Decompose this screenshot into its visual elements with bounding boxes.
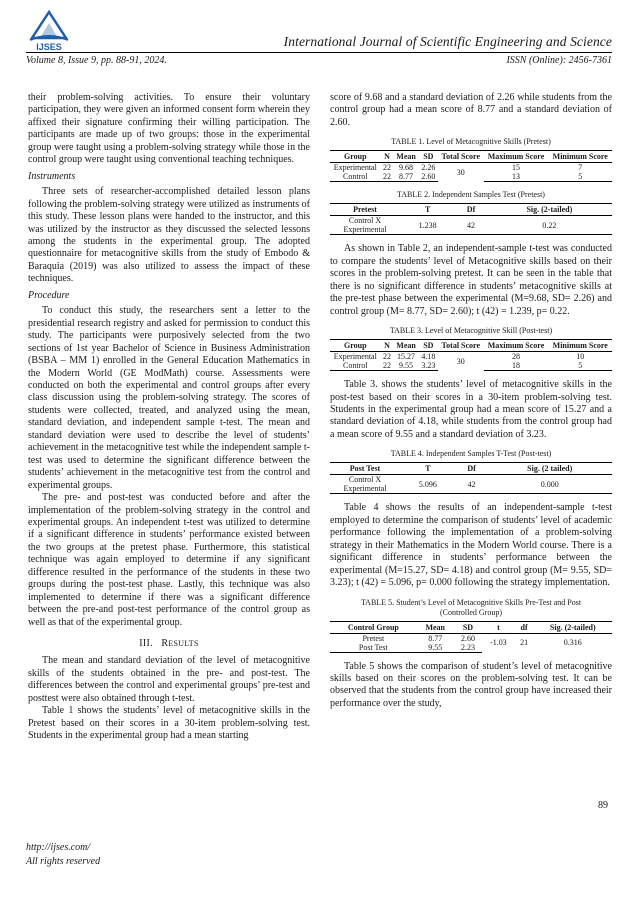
table-cell: 0.22 <box>487 216 612 235</box>
table-row <box>330 352 612 362</box>
subheading-procedure: Procedure <box>28 289 70 301</box>
table1-caption: TABLE 1. Level of Metacognitive Skills (Pretest) <box>391 137 551 147</box>
table-cell: 8.77 <box>393 172 418 182</box>
table-cell: 22 <box>382 352 391 362</box>
footer-url-link[interactable]: http://ijses.com/ <box>26 842 91 853</box>
table-cell: 42 <box>456 475 488 494</box>
volume-info: Volume 8, Issue 9, pp. 88-91, 2024. <box>26 55 167 66</box>
logo-text: IJSES <box>36 42 62 52</box>
table-header: Total Score <box>438 151 484 163</box>
section-heading-results <box>28 638 310 650</box>
table-cell: 2.60 <box>419 172 438 182</box>
table-header: SD <box>419 151 438 163</box>
table-cell: 8.77 <box>428 633 443 643</box>
table-header: Mean <box>393 340 418 352</box>
table-cell: 9.68 <box>399 163 414 173</box>
table-header: Control Group <box>330 621 417 633</box>
table-row <box>330 633 612 643</box>
table-header: T <box>400 204 455 216</box>
table-cell: 0.000 <box>487 475 612 494</box>
table-cell: 22 <box>382 163 391 173</box>
table-cell-df: 21 <box>520 638 529 648</box>
table-header: Df <box>455 204 486 216</box>
table3 <box>330 339 612 371</box>
table2-caption: TABLE 2. Independent Samples Test (Pretest) <box>397 190 545 200</box>
table-header: SD <box>419 340 438 352</box>
paragraph: their problem-solving activities. To ensure their voluntary participation, they were given an informed consent form wherein they affixed their signature confirming their willing participation. The participants are made up of two groups: those in the experimental group were taught using a problem-solving strategy while those in the control group were taught using conventional teaching techniques. <box>28 92 310 166</box>
table-header: Minimum Score <box>548 151 612 163</box>
left-column <box>28 92 310 743</box>
page-number: 89 <box>598 800 608 811</box>
table1 <box>330 150 612 182</box>
table-cell: 28 <box>512 352 520 362</box>
table-cell: 2.23 <box>454 643 482 653</box>
table-row <box>330 475 612 494</box>
table-cell: 15 <box>512 163 520 173</box>
table-cell: Post Test <box>330 643 417 653</box>
table-cell-total: 30 <box>456 356 465 366</box>
table-header: T <box>400 463 456 475</box>
table-cell: Control X Experimental <box>330 475 400 494</box>
right-column <box>330 92 612 710</box>
table-cell: 5 <box>548 361 612 371</box>
table-cell: 5.096 <box>400 475 456 494</box>
table-cell: 22 <box>381 172 394 182</box>
table-cell: Experimental <box>333 352 377 362</box>
table-header: Sig. (2 tailed) <box>487 463 612 475</box>
table-cell: 22 <box>381 361 394 371</box>
paragraph: The mean and standard deviation of the level of metacognitive skills of the students obtained in the pre- and post-test. The differences between the control and experimental groups’ pre-test and posttest were also obtained through t-test. <box>28 655 310 704</box>
table-header: N <box>381 151 394 163</box>
table-header: t <box>482 621 515 633</box>
paragraph: Table 1 shows the students’ level of metacognitive skills in the Pretest based on their scores in a 30-item problem-solving test. Students in the experimental group had a mean starting <box>28 705 310 742</box>
table-cell-sig: 0.316 <box>563 638 582 648</box>
table-row <box>330 216 612 235</box>
table4 <box>330 462 612 494</box>
table-cell: 9.55 <box>417 643 454 653</box>
journal-title: International Journal of Scientific Engineering and Science <box>283 34 612 49</box>
table-header: SD <box>454 621 482 633</box>
header-divider <box>26 52 612 53</box>
table-header: Post Test <box>330 463 400 475</box>
table-cell-total: 30 <box>456 168 465 178</box>
section-title: ESULTS <box>168 639 199 649</box>
table-cell: 13 <box>484 172 549 182</box>
table-header: Group <box>330 340 381 352</box>
table-cell: 10 <box>576 352 585 362</box>
table-cell: Control X Experimental <box>330 216 400 235</box>
table-header: Minimum Score <box>548 340 612 352</box>
table4-caption: TABLE 4. Independent Samples T-Test (Post-test) <box>390 449 552 459</box>
paragraph: score of 9.68 and a standard deviation of 2.26 while students from the control group had a mean score of 8.77 and a standard deviation of 2.60. <box>330 92 612 128</box>
table5 <box>330 621 612 653</box>
table-header: df <box>515 621 534 633</box>
table-cell: 1.238 <box>400 216 455 235</box>
paragraph: Three sets of researcher-accomplished detailed lesson plans following the problem-solving strategy were utilized as instruments of this study. These lesson plans were handed to the instructor, and this was utilized by the instructor as they discussed the selected lessons among the students in the experimental group. The adopted questionnaire for metacognitive skills from the study of Embodo & Baraquia (2019) was also utilized to assess the impact of these techniques. <box>28 186 310 285</box>
table-cell: 9.55 <box>393 361 418 371</box>
table-cell: 3.23 <box>419 361 438 371</box>
table2 <box>330 203 612 235</box>
table-cell: 5 <box>548 172 612 182</box>
paragraph: Table 5 shows the comparison of student’s level of metacognitive skills based on their scores on the problem-solving test. It can be observed that the students from the control group have increased their performance over the study, <box>330 660 612 709</box>
table-cell: Control <box>330 361 381 371</box>
paragraph: The pre- and post-test was conducted before and after the implementation of the problem-solving strategy in the control and experimental groups. An independent t-test was utilized to determine if a significant difference in students’ performance existed between the two groups at the pretest phase. Furthermore, this statistical technique was again employed to determine if any significant difference resulted in the performance of the students in these two groups during the post-test phase. Lastly, this technique was also implemented to determine if there was a significant difference between the pre-and post-test performance of the control group as well as that of the experimental group. <box>28 492 310 628</box>
table-header: Df <box>456 463 488 475</box>
table-cell: 18 <box>484 361 549 371</box>
table-cell: 15.27 <box>397 352 416 362</box>
table-cell: Control <box>330 172 381 182</box>
journal-logo <box>26 8 72 52</box>
subheading-instruments: Instruments <box>28 170 76 182</box>
paragraph: As shown in Table 2, an independent-sample t-test was conducted to compare the students’ level of Metacognitive skills based on their scores in the problem-solving pretest. It can be seen in the table that there is no significant difference in students’ metacognitive skills at the pre-test phase between the experimental (M=9.68, SD= 2.26) and control group (M= 8.77, SD= 2.60); t (42) = 1.239, p= 0.22. <box>330 243 612 317</box>
table5-caption <box>330 598 612 618</box>
table-header: Mean <box>417 621 454 633</box>
table-header: Sig. (2-tailed) <box>534 621 612 633</box>
table3-caption: TABLE 3. Level of Metacognitive Skill (Post-test) <box>389 326 553 336</box>
paragraph: Table 3. shows the students’ level of metacognitive skills in the post-test based on their scores in a 30-item problem-solving test. Students in the experimental group had a mean score of 15.27 and a standard deviation of 4.18, while students from the control group had a mean score of 9.55 and a standard deviation of 3.23. <box>330 379 612 440</box>
table-cell: 2.60 <box>460 633 475 643</box>
table-header: Maximum Score <box>484 151 549 163</box>
footer-rights: All rights reserved <box>26 856 101 867</box>
table-cell: 4.18 <box>421 352 436 362</box>
table-header: Sig. (2-tailed) <box>487 204 612 216</box>
table-header: Group <box>330 151 381 163</box>
table-cell: Pretest <box>362 633 385 643</box>
table-header: Pretest <box>330 204 400 216</box>
section-initial: R <box>161 638 169 650</box>
table-cell: 2.26 <box>421 163 436 173</box>
table-header: Maximum Score <box>484 340 549 352</box>
issn-info: ISSN (Online): 2456-7361 <box>506 55 612 66</box>
paragraph: To conduct this study, the researchers sent a letter to the presidential research registry and asked for permission to conduct this study. The participants were purposively selected from the two sections of 1st year Bachelor of Science in Business Administration (BSBA – MM 1) enrolled in the General Education Mathematics in the Modern World (GE ModMath) course. Assessments were conducted on both the experimental and control groups after every class discussion using the problem-solving strategy. The scores of students were collected, treated, and analyzed using the mean, standard deviation, and independent sample t-test. The mean and standard deviation were used to describe the level of students’ achievement in the metacognitive test while the independent sample t-test was used to determine the significant difference between the students’ achievement in the metacognitive test from the control and experimental groups. <box>28 305 310 491</box>
table-cell: 42 <box>455 216 486 235</box>
paragraph: Table 4 shows the results of an independent-sample t-test employed to determine the comparison of students’ level of academic performance following the implementation of a problem-solving strategy in their Mathematics in the Modern World course. There is a significant difference in students’ performance between the experimental (M=15.27, SD= 4.18) and control group (M= 9.55, SD= 3.23); t (42) = 5.096, p= 0.000 following the strategy implementation. <box>330 502 612 589</box>
section-number: III. <box>139 638 153 650</box>
table-cell-t: -1.03 <box>490 638 507 648</box>
table-header: Total Score <box>438 340 484 352</box>
table-cell: 7 <box>578 163 583 173</box>
table5-caption-line1: TABLE 5. Student’s Level of Metacognitive Skills Pre-Test and Post <box>360 597 582 607</box>
table5-caption-line2: (Controlled Group) <box>440 607 502 617</box>
table-header: N <box>381 340 394 352</box>
table-cell: Experimental <box>333 163 377 173</box>
table-row <box>330 163 612 173</box>
table-header: Mean <box>393 151 418 163</box>
